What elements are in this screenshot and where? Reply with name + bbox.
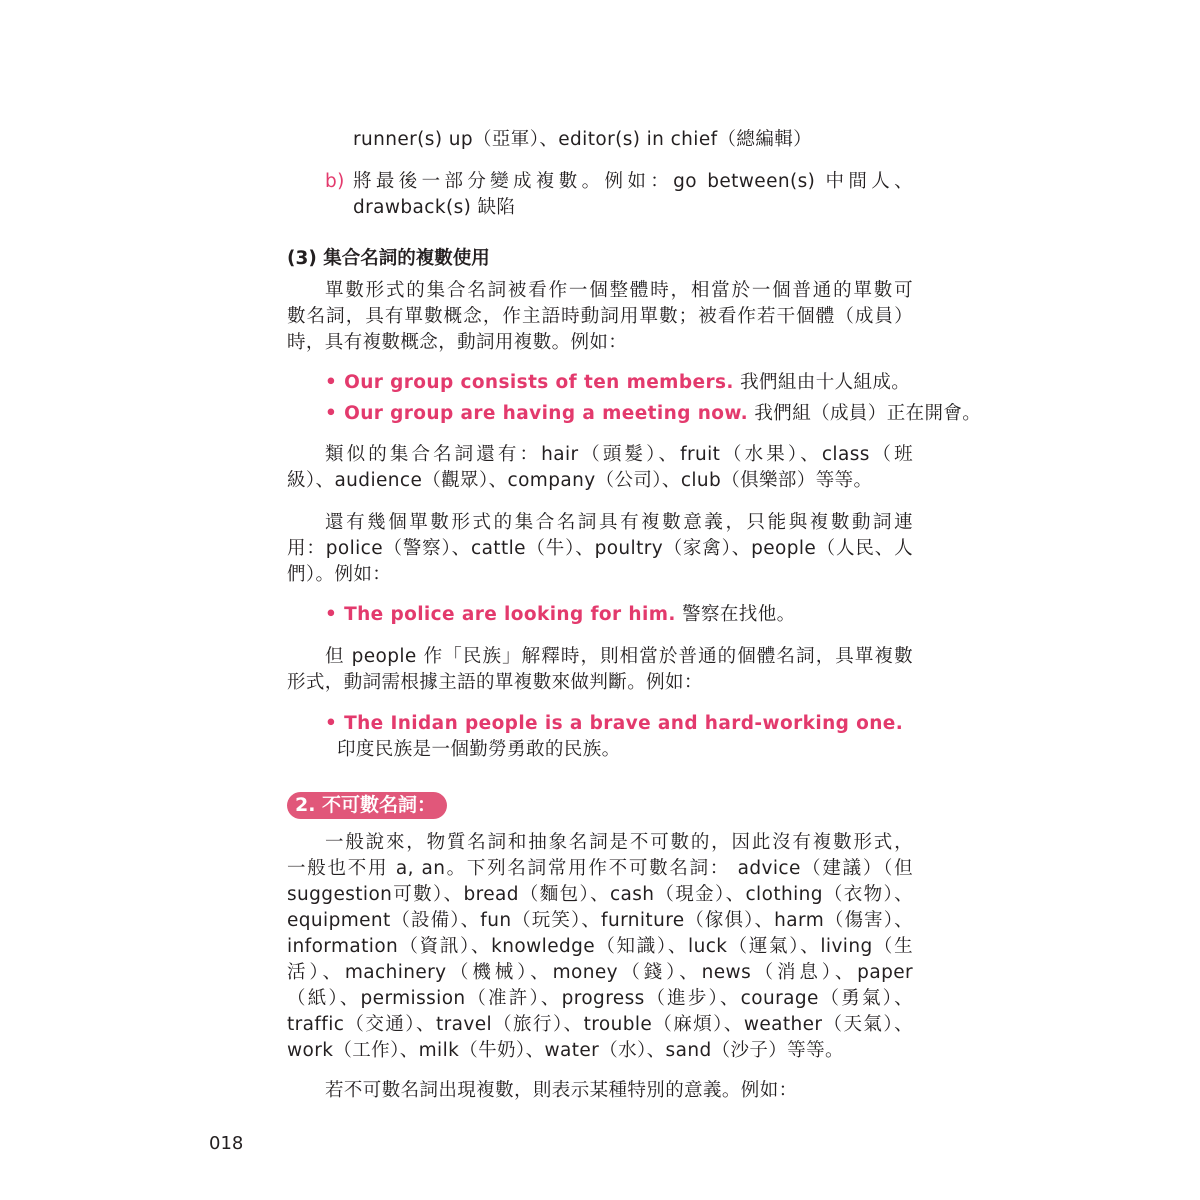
uncountable-para-line6: 活）、machinery（機械）、money（錢）、news（消息）、paper [287,962,913,983]
example-english: • Our group consists of ten members. [325,372,734,393]
example-sentence [325,401,981,427]
collective-para1-line3: 時，具有複數概念，動詞用複數。例如： [287,332,628,353]
collective-para1-line2: 數名詞，具有單數概念，作主語時動詞用單數；被看作若干個體（成員） [287,306,913,327]
compound-example-b-line1: 將最後一部分變成複數。例如：go between(s) 中間人、 [353,171,913,192]
collective-para2-line1: 類似的集合名詞還有：hair（頭髮）、fruit（水果）、class（班 [325,444,913,465]
list-marker-b: b) [325,171,345,192]
uncountable-para-line1: 一般說來，物質名詞和抽象名詞是不可數的，因此沒有複數形式， [325,832,913,853]
section-heading-collective: (3) 集合名詞的複數使用 [287,248,490,269]
section-badge-uncountable: 2. 不可數名詞： [287,792,447,819]
collective-para4-line2: 形式，動詞需根據主語的單複數來做判斷。例如： [287,672,703,693]
uncountable-para-line8: traffic（交通）、travel（旅行）、trouble（麻煩）、weather（天氣）、 [287,1014,913,1035]
collective-para1-line1: 單數形式的集合名詞被看作一個整體時，相當於一個普通的單數可 [325,280,913,301]
uncountable-para-line7: （紙）、permission（准許）、progress（進步）、courage（勇氣）、 [287,988,913,1009]
example-english: • The police are looking for him. [325,604,676,625]
compound-example-b-line2: drawback(s) 缺陷 [353,197,516,218]
example-sentence [325,602,796,628]
example-sentence [325,370,910,396]
uncountable-para-line4: equipment（設備）、fun（玩笑）、furniture（傢俱）、harm（傷害）、 [287,910,913,931]
uncountable-para-line5: information（資訊）、knowledge（知識）、luck（運氣）、living（生 [287,936,913,957]
uncountable-para-line3: suggestion可數）、bread（麵包）、cash（現金）、clothing（衣物）、 [287,884,913,905]
compound-example-a-continued: runner(s) up（亞軍）、editor(s) in chief（總編輯） [353,129,813,150]
collective-para3-line2: 用：police（警察）、cattle（牛）、poultry（家禽）、people（人民、人 [287,538,913,559]
example-translation: 我們組由十人組成。 [733,372,911,393]
collective-para2-line2: 級）、audience（觀眾）、company（公司）、club（俱樂部）等等。 [287,470,873,491]
example-translation: 我們組（成員）正在開會。 [748,403,982,424]
collective-para3-line3: 們）。例如： [287,564,392,585]
example-translation: 警察在找他。 [675,604,796,625]
collective-para4-line1: 但 people 作「民族」解釋時，則相當於普通的個體名詞，具單複數 [325,646,913,667]
example-english: • The Inidan people is a brave and hard-working one. [325,713,904,734]
uncountable-para-line2: 一般也不用 a, an。下列名詞常用作不可數名詞： advice（建議）（但 [287,858,913,879]
example-translation: 印度民族是一個勤勞勇敢的民族。 [337,739,621,760]
uncountable-para-line9: work（工作）、milk（牛奶）、water（水）、sand（沙子）等等。 [287,1040,844,1061]
collective-para3-line1: 還有幾個單數形式的集合名詞具有複數意義，只能與複數動詞連 [325,512,913,533]
uncountable-para2: 若不可數名詞出現複數，則表示某種特別的意義。例如： [325,1080,798,1101]
page-number: 018 [209,1133,244,1154]
example-english: • Our group are having a meeting now. [325,403,749,424]
